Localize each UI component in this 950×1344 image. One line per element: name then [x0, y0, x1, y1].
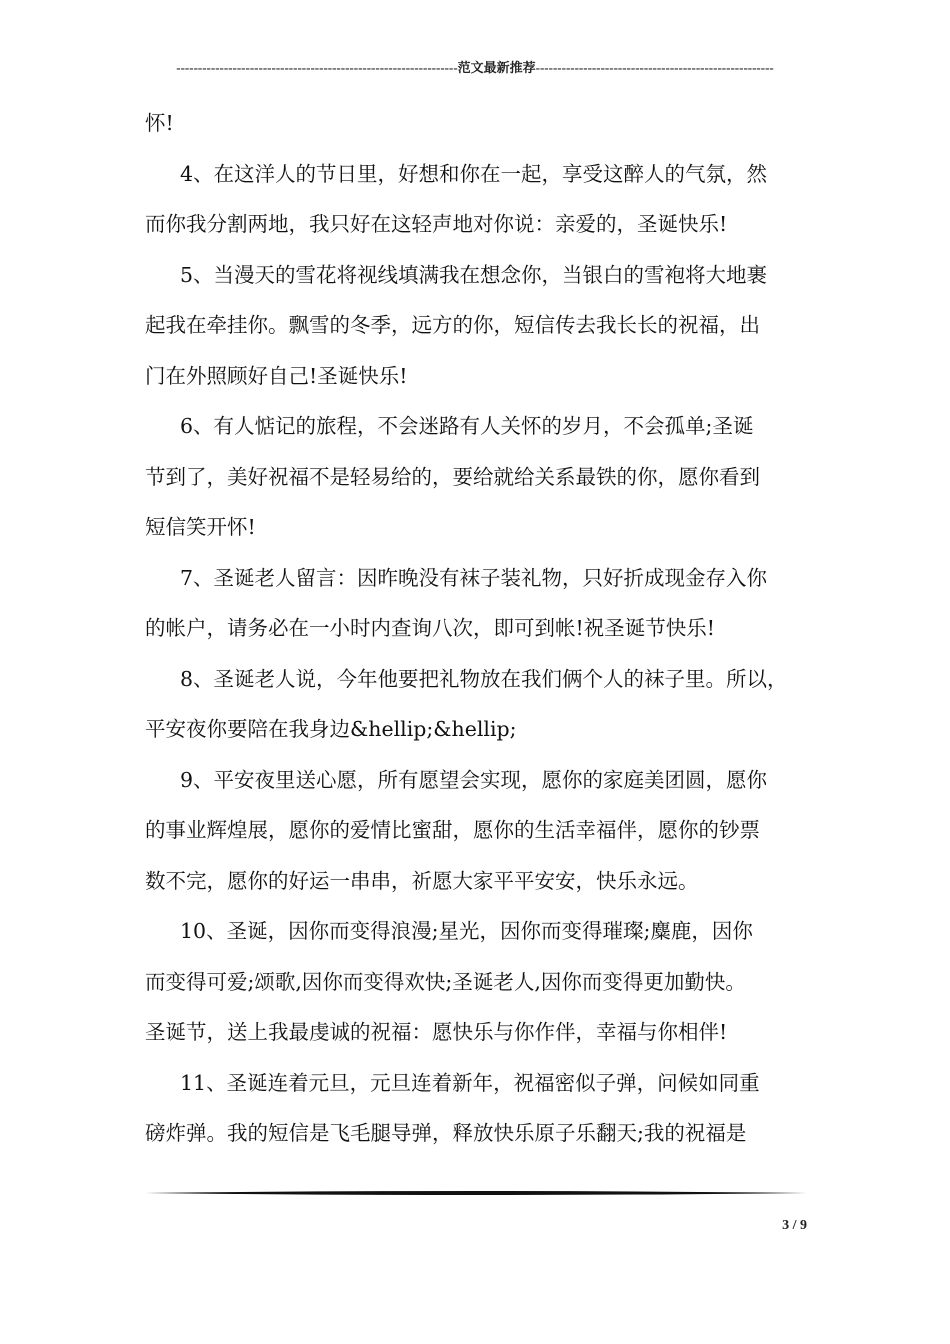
- text-line: 平安夜你要陪在我身边&hellip;&hellip;: [145, 717, 517, 741]
- text-line: 9、平安夜里送心愿，所有愿望会实现，愿你的家庭美团圆，愿你: [180, 767, 768, 792]
- text-line: 10、圣诞，因你而变得浪漫;星光，因你而变得璀璨;麋鹿，因你: [180, 919, 753, 943]
- text-line: 短信笑开怀!: [145, 515, 256, 539]
- page-header: -----------------------------------------------------------------范文最新推荐-------------------------------------------------------: [176, 60, 774, 75]
- text-line: 圣诞节，送上我最虔诚的祝福：愿快乐与你作伴，幸福与你相伴!: [145, 1020, 728, 1044]
- footer-divider: [145, 1190, 807, 1196]
- text-line: 起我在牵挂你。飘雪的冬季，远方的你，短信传去我长长的祝福，出: [145, 313, 760, 337]
- text-line: 磅炸弹。我的短信是飞毛腿导弹，释放快乐原子乐翻天;我的祝福是: [145, 1121, 747, 1145]
- text-line: 而变得可爱;颂歌,因你而变得欢快;圣诞老人,因你而变得更加勤快。: [145, 969, 746, 994]
- text-line: 数不完，愿你的好运一串串，祈愿大家平平安安，快乐永远。: [145, 868, 699, 893]
- text-line: 怀!: [145, 111, 174, 135]
- text-line: 8、圣诞老人说，今年他要把礼物放在我们俩个人的袜子里。所以，: [180, 666, 788, 691]
- page-number: 3 / 9: [782, 1218, 807, 1233]
- text-line: 4、在这洋人的节日里，好想和你在一起，享受这醉人的气氛，然: [180, 161, 768, 186]
- text-line: 的帐户，请务必在一小时内查询八次，即可到帐!祝圣诞节快乐!: [145, 616, 715, 640]
- document-body: [145, 98, 820, 1159]
- text-line: 门在外照顾好自己!圣诞快乐!: [145, 363, 408, 388]
- text-line: 而你我分割两地，我只好在这轻声地对你说：亲爱的，圣诞快乐!: [145, 212, 728, 236]
- text-line: 11、圣诞连着元旦，元旦连着新年，祝福密似子弹，问候如同重: [180, 1070, 760, 1095]
- text-line: 的事业辉煌展，愿你的爱情比蜜甜，愿你的生活幸福伴，愿你的钞票: [145, 818, 760, 842]
- text-line: 7、圣诞老人留言：因昨晚没有袜子装礼物，只好折成现金存入你: [180, 565, 768, 590]
- text-line: 6、有人惦记的旅程，不会迷路有人关怀的岁月，不会孤单;圣诞: [180, 414, 754, 438]
- text-line: 节到了，美好祝福不是轻易给的，要给就给关系最铁的你，愿你看到: [145, 464, 760, 489]
- text-line: 5、当漫天的雪花将视线填满我在想念你，当银白的雪袍将大地裹: [180, 262, 768, 287]
